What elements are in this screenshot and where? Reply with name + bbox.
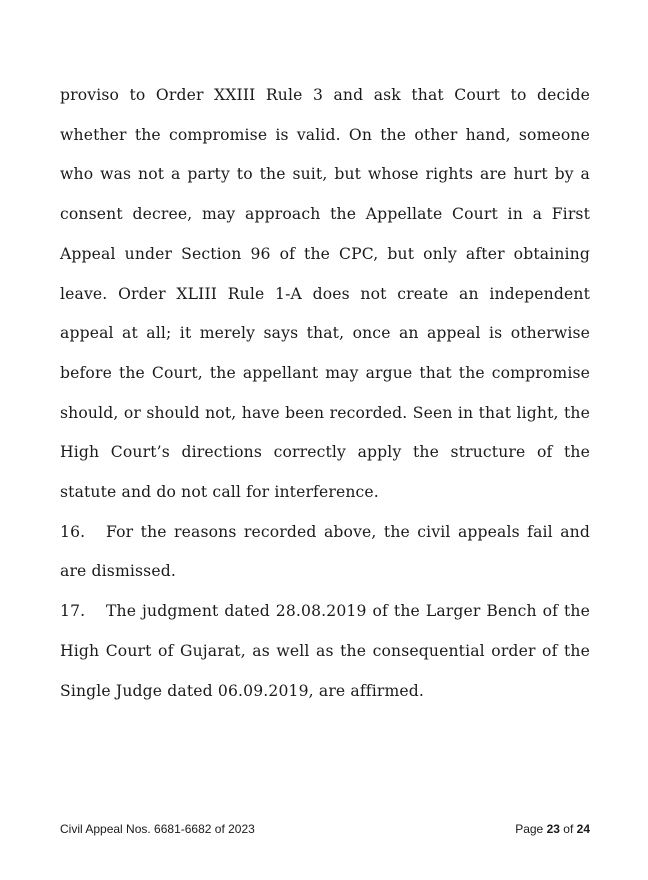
paragraph-text: For the reasons recorded above, the civil appeals fail and are dismissed. bbox=[60, 522, 590, 581]
page-current: 23 bbox=[546, 822, 560, 836]
paragraph-continuation bbox=[60, 76, 590, 513]
page-of: of bbox=[563, 822, 574, 836]
case-reference: Civil Appeal Nos. 6681-6682 of 2023 bbox=[60, 822, 255, 836]
paragraph-17 bbox=[60, 592, 590, 711]
page-indicator bbox=[515, 822, 590, 836]
page-label: Page bbox=[515, 822, 544, 836]
paragraph-text: proviso to Order XXIII Rule 3 and ask that Court to decide whether the compromise is valid. On the other hand, someone who was not a party to the suit, but whose rights are hurt by a consent decree, may approach the Appellate Court in a First Appeal under Section 96 of the CPC, but only after obtaining leave. Order XLIII Rule 1-A does not create an independent appeal at all; it merely says that, once an appeal is otherwise before the Court, the appellant may argue that the compromise should, or should not, have been recorded. Seen in that light, the High Court’s directions correctly apply the structure of the statute and do not call for interference. bbox=[60, 86, 590, 502]
paragraph-number: 17. bbox=[60, 602, 86, 621]
judgment-body bbox=[60, 76, 590, 711]
paragraph-text: The judgment dated 28.08.2019 of the Larger Bench of the High Court of Gujarat, as well as the consequential order of the Single Judge dated 06.09.2019, are affirmed. bbox=[60, 602, 590, 700]
paragraph-number: 16. bbox=[60, 522, 86, 541]
page-total: 24 bbox=[576, 822, 590, 836]
paragraph-16 bbox=[60, 513, 590, 592]
